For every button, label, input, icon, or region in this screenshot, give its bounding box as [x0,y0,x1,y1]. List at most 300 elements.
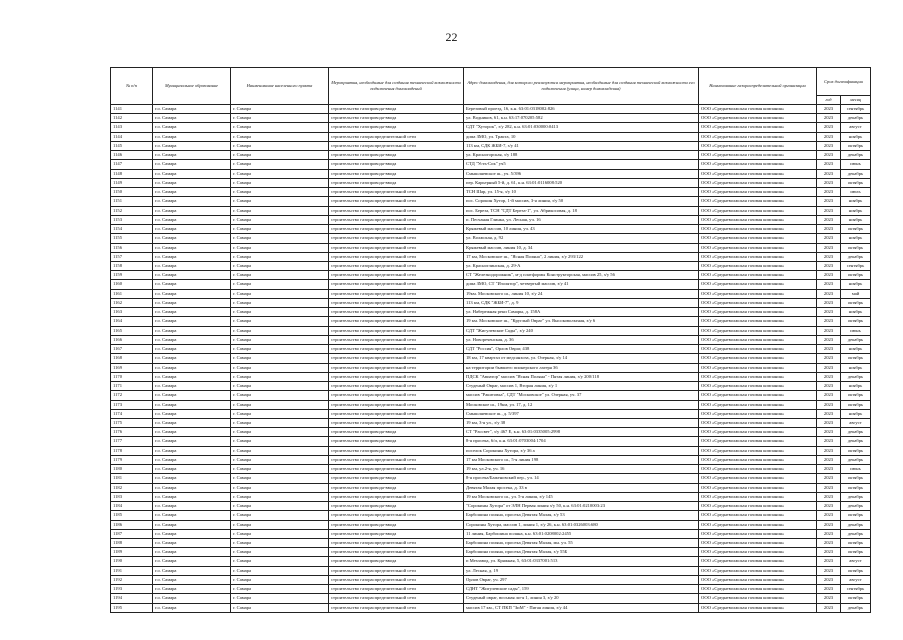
cell-settlement: г. Самара [231,455,329,464]
cell-activity: строительство газораспределительной сети [329,418,464,427]
table-row [111,446,871,455]
cell-address: "Сорокины Хутора" от ЭЛН Первая линия з/у 50, к.н. 63:01:0210003:23 [464,502,699,511]
cell-settlement: г. Самара [231,585,329,594]
cell-number: 1189 [111,548,153,557]
cell-month: август [841,575,871,584]
table-row [111,409,871,418]
cell-month: сентябрь [841,585,871,594]
cell-address: пер. Карьерный 5-й, д. 61, к.н. 63:01:0116008:520 [464,178,699,187]
cell-month: ноябрь [841,363,871,372]
cell-address: 113 км, СДК ЖБИ-7, з/у 41 [464,141,699,150]
cell-settlement: г. Самара [231,520,329,529]
cell-month: ноябрь [841,382,871,391]
cell-settlement: г. Самара [231,575,329,584]
cell-year: 2023 [817,483,841,492]
cell-settlement: г. Самара [231,354,329,363]
cell-activity: строительство газопровода-ввода [329,428,464,437]
table-header [111,68,871,105]
cell-municipality: г.о. Самара [153,502,231,511]
cell-month: май [841,289,871,298]
table-row [111,566,871,575]
cell-activity: строительство газораспределительной сети [329,188,464,197]
cell-activity: строительство газораспределительной сети [329,511,464,520]
cell-address: Студеный Овраг, массив 1, Вторая линия, з/у 1 [464,382,699,391]
cell-settlement: г. Самара [231,252,329,261]
cell-year: 2023 [817,437,841,446]
cell-year: 2023 [817,492,841,501]
cell-address: Барбошина поляна, просека Девятая Малая, мн. уч. 55 [464,539,699,548]
cell-address: Девятая Малая просека, д. 33 в [464,483,699,492]
header-municipality: Муниципальное образование [153,68,231,105]
table-row [111,520,871,529]
cell-municipality: г.о. Самара [153,520,231,529]
cell-number: 1157 [111,252,153,261]
cell-month: ноябрь [841,197,871,206]
dogasification-table [110,67,871,613]
cell-activity: строительство газораспределительной сети [329,465,464,474]
cell-settlement: г. Самара [231,234,329,243]
cell-number: 1151 [111,197,153,206]
cell-year: 2023 [817,566,841,575]
table-row [111,151,871,160]
table-row [111,252,871,261]
cell-year: 2023 [817,105,841,114]
cell-address: 113 км, СДК "ЖБИ-7", д. 9 [464,298,699,307]
cell-activity: строительство газораспределительной сети [329,594,464,603]
cell-activity: строительство газопровода-ввода [329,520,464,529]
cell-activity: строительство газораспределительной сети [329,409,464,418]
cell-address: СДТ "Россия", Орлов Овраг, 438 [464,345,699,354]
cell-month: декабрь [841,492,871,501]
cell-month: октябрь [841,474,871,483]
cell-address: пос. Сорокин Хутор, 1-й массив, 3-я линия, з/у 50 [464,197,699,206]
cell-organization: ООО «Средневолжская газовая компания» [699,261,817,270]
cell-activity: строительство газопровода-ввода [329,437,464,446]
cell-address: Кряжевый массив, линия 10, д. 34 [464,243,699,252]
cell-year: 2023 [817,132,841,141]
cell-number: 1165 [111,326,153,335]
cell-settlement: г. Самара [231,483,329,492]
cell-address: Барбошина поляна, просека Девятая Малая, з/у 55Б [464,548,699,557]
cell-address: п. Песчаная Глинка, ул. Лесная, уч. 16 [464,215,699,224]
header-organization: Наименование газораспределительной организации [699,68,817,105]
table-row [111,428,871,437]
cell-number: 1177 [111,437,153,446]
cell-activity: строительство газопровода-ввода [329,502,464,511]
cell-settlement: г. Самара [231,502,329,511]
cell-municipality: г.о. Самара [153,400,231,409]
cell-activity: строительство газораспределительной сети [329,289,464,298]
cell-organization: ООО «Средневолжская газовая компания» [699,206,817,215]
cell-municipality: г.о. Самара [153,261,231,270]
cell-year: 2023 [817,520,841,529]
cell-settlement: г. Самара [231,271,329,280]
cell-address: ул. Новореченская, д. 36 [464,335,699,344]
cell-address: ул. Волжская, д. 92 [464,234,699,243]
cell-number: 1143 [111,123,153,132]
table-row [111,511,871,520]
cell-activity: строительство газораспределительной сети [329,326,464,335]
cell-number: 1173 [111,400,153,409]
cell-year: 2023 [817,289,841,298]
cell-activity: строительство газораспределительной сети [329,391,464,400]
cell-number: 1190 [111,557,153,566]
cell-municipality: г.о. Самара [153,317,231,326]
cell-number: 1170 [111,372,153,381]
cell-year: 2023 [817,428,841,437]
cell-month: октябрь [841,178,871,187]
cell-address: 19 км, 3-я ул., з/у 38 [464,418,699,427]
header-number: № п/п [111,68,153,105]
cell-organization: ООО «Средневолжская газовая компания» [699,400,817,409]
cell-address: дома ЗМО, ул. Тракта, 10 [464,132,699,141]
cell-organization: ООО «Средневолжская газовая компания» [699,252,817,261]
cell-organization: ООО «Средневолжская газовая компания» [699,529,817,538]
cell-address: п Мехзавод, ул. Кряжная, 5, 63:01:0337001:513 [464,557,699,566]
cell-year: 2023 [817,280,841,289]
cell-municipality: г.о. Самара [153,354,231,363]
cell-address: 8-я просека/Баженовский пер., уч. 14 [464,474,699,483]
cell-municipality: г.о. Самара [153,169,231,178]
table-row [111,335,871,344]
table-row [111,400,871,409]
cell-month: ноябрь [841,234,871,243]
cell-municipality: г.о. Самара [153,206,231,215]
cell-organization: ООО «Средневолжская газовая компания» [699,502,817,511]
cell-organization: ООО «Средневолжская газовая компания» [699,280,817,289]
cell-municipality: г.о. Самара [153,363,231,372]
cell-number: 1163 [111,308,153,317]
cell-number: 1149 [111,178,153,187]
cell-activity: строительство газораспределительной сети [329,141,464,150]
cell-activity: строительство газопровода-ввода [329,178,464,187]
cell-month: ноябрь [841,206,871,215]
cell-address: ТСН Шар, ул. 15-я, з/у 10 [464,188,699,197]
cell-settlement: г. Самара [231,317,329,326]
cell-year: 2023 [817,585,841,594]
cell-settlement: г. Самара [231,409,329,418]
cell-year: 2023 [817,234,841,243]
cell-year: 2023 [817,206,841,215]
cell-organization: ООО «Средневолжская газовая компания» [699,215,817,224]
table-row [111,391,871,400]
cell-year: 2023 [817,335,841,344]
cell-municipality: г.о. Самара [153,197,231,206]
cell-address: поселок Сорокины Хутора, з/у 36 а [464,446,699,455]
cell-month: июнь [841,160,871,169]
cell-organization: ООО «Средневолжская газовая компания» [699,326,817,335]
cell-municipality: г.о. Самара [153,539,231,548]
cell-month: декабрь [841,520,871,529]
cell-settlement: г. Самара [231,557,329,566]
header-deadline: Срок догазификации [817,68,871,96]
cell-settlement: г. Самара [231,548,329,557]
cell-organization: ООО «Средневолжская газовая компания» [699,363,817,372]
cell-organization: ООО «Средневолжская газовая компания» [699,298,817,307]
cell-address: ул. Лесная, д. 19 [464,566,699,575]
cell-municipality: г.о. Самара [153,529,231,538]
cell-municipality: г.о. Самара [153,594,231,603]
cell-number: 1167 [111,345,153,354]
cell-number: 1147 [111,160,153,169]
cell-settlement: г. Самара [231,566,329,575]
cell-month: декабрь [841,151,871,160]
cell-month: декабрь [841,437,871,446]
cell-year: 2023 [817,382,841,391]
cell-organization: ООО «Средневолжская газовая компания» [699,345,817,354]
cell-activity: строительство газораспределительной сети [329,335,464,344]
cell-number: 1168 [111,354,153,363]
cell-year: 2023 [817,372,841,381]
cell-activity: строительство газораспределительной сети [329,234,464,243]
cell-municipality: г.о. Самара [153,308,231,317]
cell-activity: строительство газораспределительной сети [329,206,464,215]
cell-activity: строительство газораспределительной сети [329,492,464,501]
cell-activity: строительство газораспределительной сети [329,363,464,372]
cell-organization: ООО «Средневолжская газовая компания» [699,539,817,548]
cell-month: декабрь [841,372,871,381]
cell-address: ул. Водников, 61, к.н. 63:17:070205:582 [464,114,699,123]
cell-year: 2023 [817,391,841,400]
cell-activity: строительство газопровода-ввода [329,474,464,483]
cell-activity: строительство газораспределительной сети [329,603,464,612]
cell-municipality: г.о. Самара [153,105,231,114]
cell-settlement: г. Самара [231,391,329,400]
cell-settlement: г. Самара [231,160,329,169]
cell-address: 19 км, ул.2-я, уч. 16 [464,465,699,474]
table-row [111,418,871,427]
table-row [111,594,871,603]
cell-address: Березовый проезд, 16, к.н. 63:01:0318002:826 [464,105,699,114]
cell-year: 2023 [817,474,841,483]
cell-municipality: г.о. Самара [153,178,231,187]
cell-settlement: г. Самара [231,446,329,455]
cell-month: июль [841,188,871,197]
cell-year: 2023 [817,575,841,584]
cell-organization: ООО «Средневолжская газовая компания» [699,114,817,123]
cell-organization: ООО «Средневолжская газовая компания» [699,188,817,197]
cell-municipality: г.о. Самара [153,243,231,252]
cell-month: ноябрь [841,132,871,141]
table-row [111,372,871,381]
cell-municipality: г.о. Самара [153,455,231,464]
cell-organization: ООО «Средневолжская газовая компания» [699,225,817,234]
cell-year: 2023 [817,326,841,335]
cell-organization: ООО «Средневолжская газовая компания» [699,197,817,206]
cell-settlement: г. Самара [231,437,329,446]
cell-organization: ООО «Средневолжская газовая компания» [699,603,817,612]
cell-municipality: г.о. Самара [153,280,231,289]
cell-activity: строительство газораспределительной сети [329,197,464,206]
cell-municipality: г.о. Самара [153,298,231,307]
cell-month: ноябрь [841,308,871,317]
table-row [111,271,871,280]
cell-year: 2023 [817,298,841,307]
cell-number: 1172 [111,391,153,400]
cell-municipality: г.о. Самара [153,252,231,261]
cell-year: 2023 [817,446,841,455]
cell-month: декабрь [841,428,871,437]
cell-organization: ООО «Средневолжская газовая компания» [699,151,817,160]
cell-municipality: г.о. Самара [153,114,231,123]
cell-number: 1192 [111,575,153,584]
cell-settlement: г. Самара [231,363,329,372]
cell-settlement: г. Самара [231,539,329,548]
cell-address: пос. Береза, ТСН "СДТ Береза-1", ул. Абрикосовая, д. 18 [464,206,699,215]
cell-year: 2023 [817,594,841,603]
cell-month: октябрь [841,391,871,400]
cell-address: 19 км. Московское ш., "Круглый Овраг" ул. Высоковольтная, з/у 6 [464,317,699,326]
table-row [111,178,871,187]
cell-year: 2023 [817,308,841,317]
cell-municipality: г.о. Самара [153,132,231,141]
table-row [111,345,871,354]
cell-municipality: г.о. Самара [153,271,231,280]
cell-year: 2023 [817,188,841,197]
table-row [111,502,871,511]
cell-address: Орлов Овраг, уч. 297 [464,575,699,584]
cell-activity: строительство газораспределительной сети [329,225,464,234]
cell-year: 2023 [817,114,841,123]
cell-number: 1145 [111,141,153,150]
cell-address: ПДСК "Авиатор" массив "Ясная Поляна" - Пятая линия, з/у 200/118 [464,372,699,381]
cell-activity: строительство газораспределительной сети [329,585,464,594]
cell-settlement: г. Самара [231,105,329,114]
cell-organization: ООО «Средневолжская газовая компания» [699,483,817,492]
cell-organization: ООО «Средневолжская газовая компания» [699,271,817,280]
cell-activity: строительство газораспределительной сети [329,252,464,261]
cell-month: октябрь [841,354,871,363]
cell-address: 8-я просека, 6/п, к.н. 63:01:0703004:1704 [464,437,699,446]
cell-month: декабрь [841,252,871,261]
cell-number: 1171 [111,382,153,391]
cell-settlement: г. Самара [231,178,329,187]
cell-settlement: г. Самара [231,188,329,197]
cell-municipality: г.о. Самара [153,188,231,197]
cell-settlement: г. Самара [231,243,329,252]
cell-address: Сорокины Хутора, массив 1, линия 1, з/у 26, к.н. 63:01:0326003:680 [464,520,699,529]
cell-address: ул. Красногорская, з/у 188 [464,151,699,160]
cell-municipality: г.о. Самара [153,335,231,344]
cell-settlement: г. Самара [231,169,329,178]
table-row [111,455,871,464]
cell-settlement: г. Самара [231,225,329,234]
cell-number: 1169 [111,363,153,372]
cell-organization: ООО «Средневолжская газовая компания» [699,132,817,141]
table-row [111,363,871,372]
cell-month: октябрь [841,548,871,557]
cell-year: 2023 [817,169,841,178]
table-row [111,557,871,566]
cell-number: 1153 [111,215,153,224]
cell-number: 1160 [111,280,153,289]
cell-municipality: г.о. Самара [153,123,231,132]
cell-organization: ООО «Средневолжская газовая компания» [699,289,817,298]
cell-year: 2023 [817,539,841,548]
cell-address: Студеный овраг, восьмая ли-я 1, линия 3, з/у 20 [464,594,699,603]
cell-municipality: г.о. Самара [153,446,231,455]
cell-activity: строительство газораспределительной сети [329,382,464,391]
cell-municipality: г.о. Самара [153,511,231,520]
cell-number: 1148 [111,169,153,178]
cell-organization: ООО «Средневолжская газовая компания» [699,317,817,326]
table-row [111,483,871,492]
cell-year: 2023 [817,557,841,566]
cell-organization: ООО «Средневолжская газовая компания» [699,391,817,400]
cell-settlement: г. Самара [231,141,329,150]
table-row [111,114,871,123]
cell-number: 1175 [111,418,153,427]
table-row [111,225,871,234]
cell-number: 1161 [111,289,153,298]
cell-number: 1162 [111,298,153,307]
cell-address: СТ "Железнодорожник", м-д платформы Конструкторская, массив 25, з/у 56 [464,271,699,280]
cell-year: 2023 [817,502,841,511]
cell-settlement: г. Самара [231,529,329,538]
cell-number: 1146 [111,151,153,160]
table-row [111,308,871,317]
cell-year: 2023 [817,197,841,206]
table-row [111,465,871,474]
cell-year: 2023 [817,243,841,252]
cell-address: 11 линия, Барбошина поляна, к.н. 63:01:0208002:2455 [464,529,699,538]
table-row [111,280,871,289]
cell-year: 2023 [817,409,841,418]
cell-organization: ООО «Средневолжская газовая компания» [699,354,817,363]
cell-municipality: г.о. Самара [153,151,231,160]
table-row [111,529,871,538]
cell-year: 2023 [817,178,841,187]
cell-year: 2023 [817,317,841,326]
cell-address: ул. Набережная реки Самары, д. 158А [464,308,699,317]
cell-activity: строительство газораспределительной сети [329,575,464,584]
cell-year: 2023 [817,215,841,224]
cell-settlement: г. Самара [231,335,329,344]
cell-municipality: г.о. Самара [153,345,231,354]
cell-address: СДНТ "Жигулевские сады", 159 [464,585,699,594]
cell-month: июнь [841,465,871,474]
cell-municipality: г.о. Самара [153,603,231,612]
cell-year: 2023 [817,151,841,160]
cell-organization: ООО «Средневолжская газовая компания» [699,123,817,132]
cell-activity: строительство газораспределительной сети [329,215,464,224]
cell-settlement: г. Самара [231,261,329,270]
cell-organization: ООО «Средневолжская газовая компания» [699,465,817,474]
cell-number: 1186 [111,520,153,529]
cell-activity: строительство газопровода-ввода [329,151,464,160]
cell-number: 1179 [111,455,153,464]
header-year: год [817,96,841,105]
cell-organization: ООО «Средневолжская газовая компания» [699,566,817,575]
cell-month: октябрь [841,400,871,409]
cell-municipality: г.о. Самара [153,326,231,335]
cell-number: 1144 [111,132,153,141]
cell-month: октябрь [841,446,871,455]
cell-municipality: г.о. Самара [153,428,231,437]
cell-activity: строительство газораспределительной сети [329,132,464,141]
cell-settlement: г. Самара [231,603,329,612]
cell-municipality: г.о. Самара [153,418,231,427]
table-row [111,123,871,132]
cell-organization: ООО «Средневолжская газовая компания» [699,446,817,455]
cell-municipality: г.о. Самара [153,289,231,298]
cell-municipality: г.о. Самара [153,474,231,483]
table-row [111,575,871,584]
cell-organization: ООО «Средневолжская газовая компания» [699,548,817,557]
table-row [111,132,871,141]
cell-municipality: г.о. Самара [153,575,231,584]
cell-organization: ООО «Средневолжская газовая компания» [699,234,817,243]
